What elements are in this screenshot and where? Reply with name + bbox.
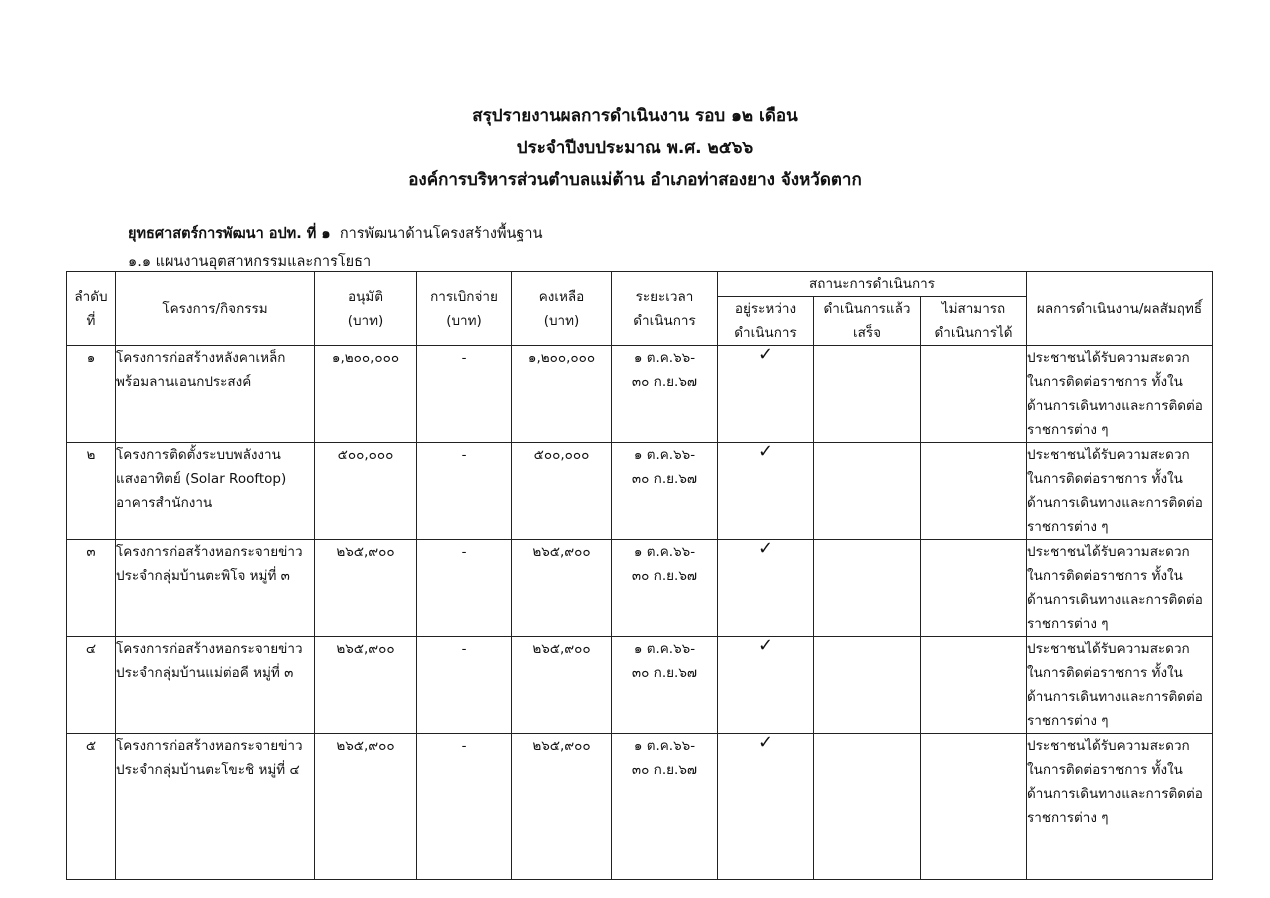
header-disbursed: การเบิกจ่าย (บาท)	[417, 272, 512, 346]
check-icon: ✓	[718, 346, 814, 443]
title-line-2: ประจำปีงบประมาณ พ.ศ. ๒๕๖๖	[516, 138, 754, 158]
report-table	[66, 271, 1213, 880]
strategy-text: การพัฒนาด้านโครงสร้างพื้นฐาน	[339, 226, 543, 242]
row-project-name: โครงการก่อสร้างหอกระจายข่าว ประจำกลุ่มบ้านตะโขะชิ หมู่ที่ ๔	[116, 734, 315, 880]
row-period: ๑ ต.ค.๖๖- ๓๐ ก.ย.๖๗	[612, 734, 718, 880]
row-period: ๑ ต.ค.๖๖- ๓๐ ก.ย.๖๗	[612, 346, 718, 443]
table-row	[67, 443, 1213, 540]
header-completed: ดำเนินการแล้ว เสร็จ	[814, 297, 921, 346]
row-result: ประชาชนได้รับความสะดวก ในการติดต่อราชการ ทั้งใน ด้านการเดินทางและการติดต่อ ราชการต่าง ๆ	[1027, 637, 1213, 734]
row-completed	[814, 540, 921, 637]
row-result: ประชาชนได้รับความสะดวก ในการติดต่อราชการ ทั้งใน ด้านการเดินทางและการติดต่อ ราชการต่าง ๆ	[1027, 346, 1213, 443]
row-no: ๔	[67, 637, 116, 734]
check-icon: ✓	[718, 637, 814, 734]
row-unable	[921, 443, 1027, 540]
header-period: ระยะเวลา ดำเนินการ	[612, 272, 718, 346]
header-approved: อนุมัติ (บาท)	[315, 272, 417, 346]
row-no: ๒	[67, 443, 116, 540]
title-line-3: องค์การบริหารส่วนตำบลแม่ต้าน อำเภอท่าสองยาง จังหวัดตาก	[408, 170, 862, 190]
row-completed	[814, 443, 921, 540]
row-result: ประชาชนได้รับความสะดวก ในการติดต่อราชการ ทั้งใน ด้านการเดินทางและการติดต่อ ราชการต่าง ๆ	[1027, 443, 1213, 540]
row-project-name: โครงการก่อสร้างหลังคาเหล็ก พร้อมลานเอนกประสงค์	[116, 346, 315, 443]
row-unable	[921, 734, 1027, 880]
header-unable: ไม่สามารถ ดำเนินการได้	[921, 297, 1027, 346]
table-row	[67, 346, 1213, 443]
row-approved: ๒๖๕,๙๐๐	[315, 637, 417, 734]
header-no: ลำดับ ที่	[67, 272, 116, 346]
row-result: ประชาชนได้รับความสะดวก ในการติดต่อราชการ ทั้งใน ด้านการเดินทางและการติดต่อ ราชการต่าง ๆ	[1027, 540, 1213, 637]
row-disbursed: -	[417, 540, 512, 637]
row-disbursed: -	[417, 443, 512, 540]
header-remaining: คงเหลือ (บาท)	[512, 272, 612, 346]
header-project: โครงการ/กิจกรรม	[116, 272, 315, 346]
plan-heading: ๑.๑ แผนงานอุตสาหกรรมและการโยธา	[128, 254, 372, 270]
row-unable	[921, 637, 1027, 734]
row-project-name: โครงการติดตั้งระบบพลังงาน แสงอาทิตย์ (Solar Rooftop) อาคารสำนักงาน	[116, 443, 315, 540]
table-row	[67, 637, 1213, 734]
row-approved: ๑,๒๐๐,๐๐๐	[315, 346, 417, 443]
row-remaining: ๒๖๕,๙๐๐	[512, 637, 612, 734]
row-disbursed: -	[417, 637, 512, 734]
table-row	[67, 734, 1213, 880]
row-period: ๑ ต.ค.๖๖- ๓๐ ก.ย.๖๗	[612, 637, 718, 734]
row-completed	[814, 346, 921, 443]
row-remaining: ๕๐๐,๐๐๐	[512, 443, 612, 540]
header-in-progress: อยู่ระหว่าง ดำเนินการ	[718, 297, 814, 346]
strategy-label: ยุทธศาสตร์การพัฒนา อปท. ที่ ๑	[128, 226, 331, 242]
row-remaining: ๒๖๕,๙๐๐	[512, 540, 612, 637]
report-title	[0, 100, 1270, 196]
row-disbursed: -	[417, 734, 512, 880]
row-no: ๕	[67, 734, 116, 880]
row-completed	[814, 637, 921, 734]
row-remaining: ๑,๒๐๐,๐๐๐	[512, 346, 612, 443]
check-icon: ✓	[718, 540, 814, 637]
table-row	[67, 540, 1213, 637]
row-unable	[921, 540, 1027, 637]
header-status: สถานะการดำเนินการ	[718, 272, 1027, 297]
row-period: ๑ ต.ค.๖๖- ๓๐ ก.ย.๖๗	[612, 540, 718, 637]
row-result: ประชาชนได้รับความสะดวก ในการติดต่อราชการ ทั้งใน ด้านการเดินทางและการติดต่อ ราชการต่าง ๆ	[1027, 734, 1213, 880]
row-no: ๓	[67, 540, 116, 637]
row-approved: ๕๐๐,๐๐๐	[315, 443, 417, 540]
strategy-heading	[128, 222, 542, 245]
row-approved: ๒๖๕,๙๐๐	[315, 540, 417, 637]
row-completed	[814, 734, 921, 880]
header-result: ผลการดำเนินงาน/ผลสัมฤทธิ์	[1027, 272, 1213, 346]
check-icon: ✓	[718, 443, 814, 540]
row-project-name: โครงการก่อสร้างหอกระจายข่าว ประจำกลุ่มบ้านแม่ต่อคี หมู่ที่ ๓	[116, 637, 315, 734]
row-no: ๑	[67, 346, 116, 443]
row-project-name: โครงการก่อสร้างหอกระจายข่าว ประจำกลุ่มบ้านตะพิโจ หมู่ที่ ๓	[116, 540, 315, 637]
row-unable	[921, 346, 1027, 443]
row-period: ๑ ต.ค.๖๖- ๓๐ ก.ย.๖๗	[612, 443, 718, 540]
row-remaining: ๒๖๕,๙๐๐	[512, 734, 612, 880]
row-disbursed: -	[417, 346, 512, 443]
title-line-1: สรุปรายงานผลการดำเนินงาน รอบ ๑๒ เดือน	[472, 106, 798, 126]
check-icon: ✓	[718, 734, 814, 880]
row-approved: ๒๖๕,๙๐๐	[315, 734, 417, 880]
